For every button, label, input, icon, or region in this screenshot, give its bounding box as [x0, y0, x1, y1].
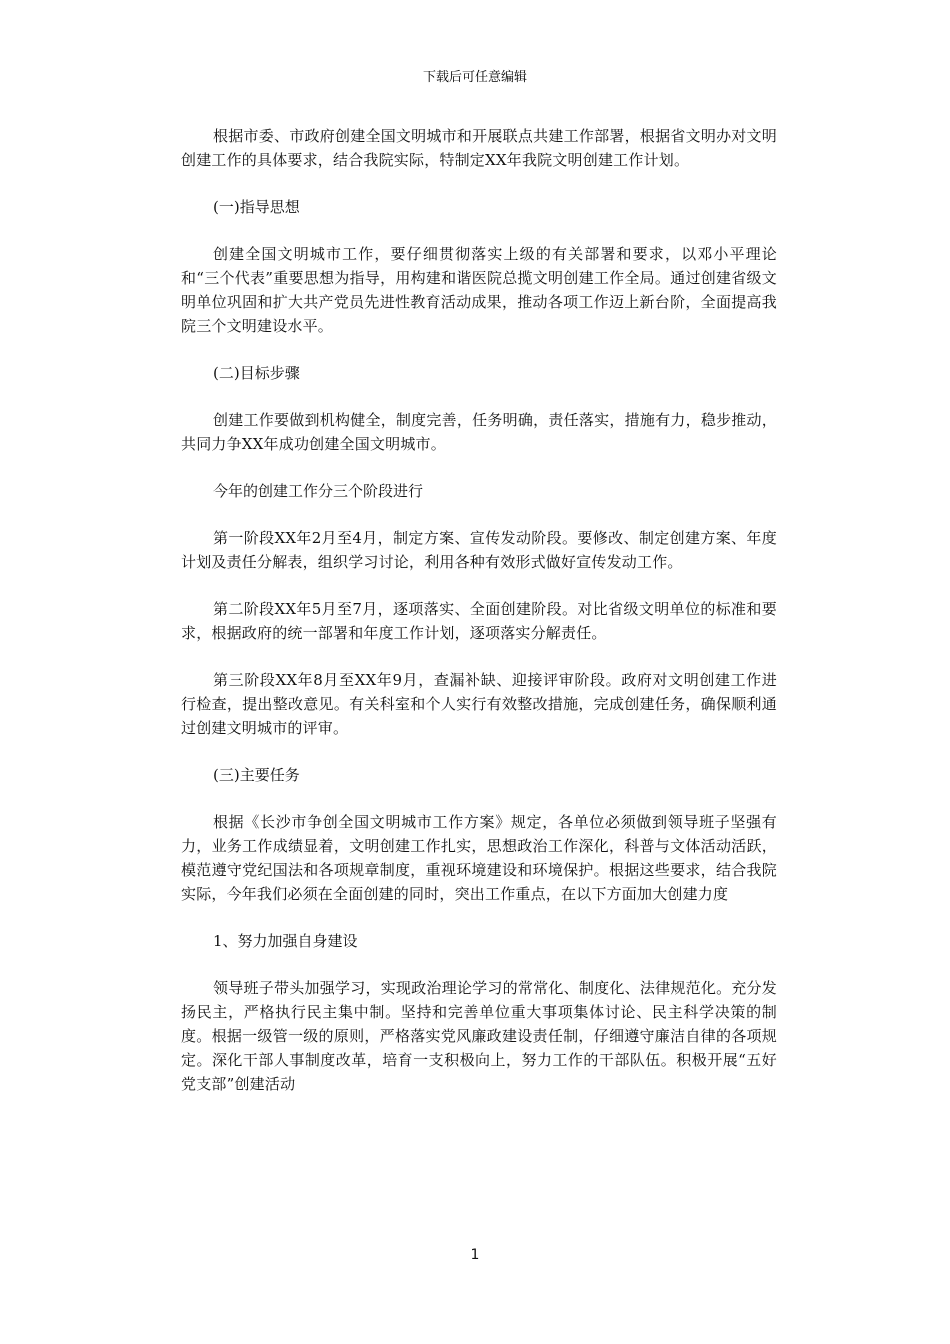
section-heading-main-tasks: (三)主要任务 [213, 766, 300, 784]
subheading-three-stages: 今年的创建工作分三个阶段进行 [213, 482, 424, 500]
paragraph-stage-one: 第一阶段XX年2月至4月，制定方案、宣传发动阶段。要修改、制定创建方案、年度计划及责任分解表，组织学习讨论，利用各种有效形式做好宣传发动工作。 [181, 529, 777, 571]
page-number: 1 [470, 1247, 480, 1263]
subheading-self-building: 1、努力加强自身建设 [213, 932, 358, 950]
paragraph-goal-steps: 创建工作要做到机构健全，制度完善，任务明确，责任落实，措施有力，稳步推动，共同力争XX年成功创建全国文明城市。 [181, 411, 777, 453]
document-body [181, 124, 777, 1119]
paragraph-intro: 根据市委、市政府创建全国文明城市和开展联点共建工作部署，根据省文明办对文明创建工作的具体要求，结合我院实际，特制定XX年我院文明创建工作计划。 [181, 127, 777, 169]
section-heading-guiding-ideology: (一)指导思想 [213, 198, 300, 216]
paragraph-main-tasks: 根据《长沙市争创全国文明城市工作方案》规定，各单位必须做到领导班子坚强有力，业务工作成绩显着，文明创建工作扎实，思想政治工作深化，科普与文体活动活跃，模范遵守党纪国法和各项规章制度，重视环境建设和环境保护。根据这些要求，结合我院实际，今年我们必须在全面创建的同时，突出工作重点，在以下方面加大创建力度 [181, 813, 777, 903]
paragraph-stage-three: 第三阶段XX年8月至XX年9月，查漏补缺、迎接评审阶段。政府对文明创建工作进行检查，提出整改意见。有关科室和个人实行有效整改措施，完成创建任务，确保顺利通过创建文明城市的评审。 [181, 671, 777, 737]
section-heading-goal-steps: (二)目标步骤 [213, 364, 300, 382]
paragraph-self-building: 领导班子带头加强学习，实现政治理论学习的常常化、制度化、法律规范化。充分发扬民主，严格执行民主集中制。坚持和完善单位重大事项集体讨论、民主科学决策的制度。根据一级管一级的原则，严格落实党风廉政建设责任制，仔细遵守廉洁自律的各项规定。深化干部人事制度改革，培育一支积极向上，努力工作的干部队伍。积极开展“五好党支部”创建活动 [181, 979, 777, 1093]
page-header: 下载后可任意编辑 [422, 70, 527, 85]
paragraph-stage-two: 第二阶段XX年5月至7月，逐项落实、全面创建阶段。对比省级文明单位的标准和要求，根据政府的统一部署和年度工作计划，逐项落实分解责任。 [181, 600, 777, 642]
paragraph-guiding-ideology: 创建全国文明城市工作，要仔细贯彻落实上级的有关部署和要求，以邓小平理论和“三个代表”重要思想为指导，用构建和谐医院总揽文明创建工作全局。通过创建省级文明单位巩固和扩大共产党员先进性教育活动成果，推动各项工作迈上新台阶，全面提高我院三个文明建设水平。 [181, 245, 777, 335]
